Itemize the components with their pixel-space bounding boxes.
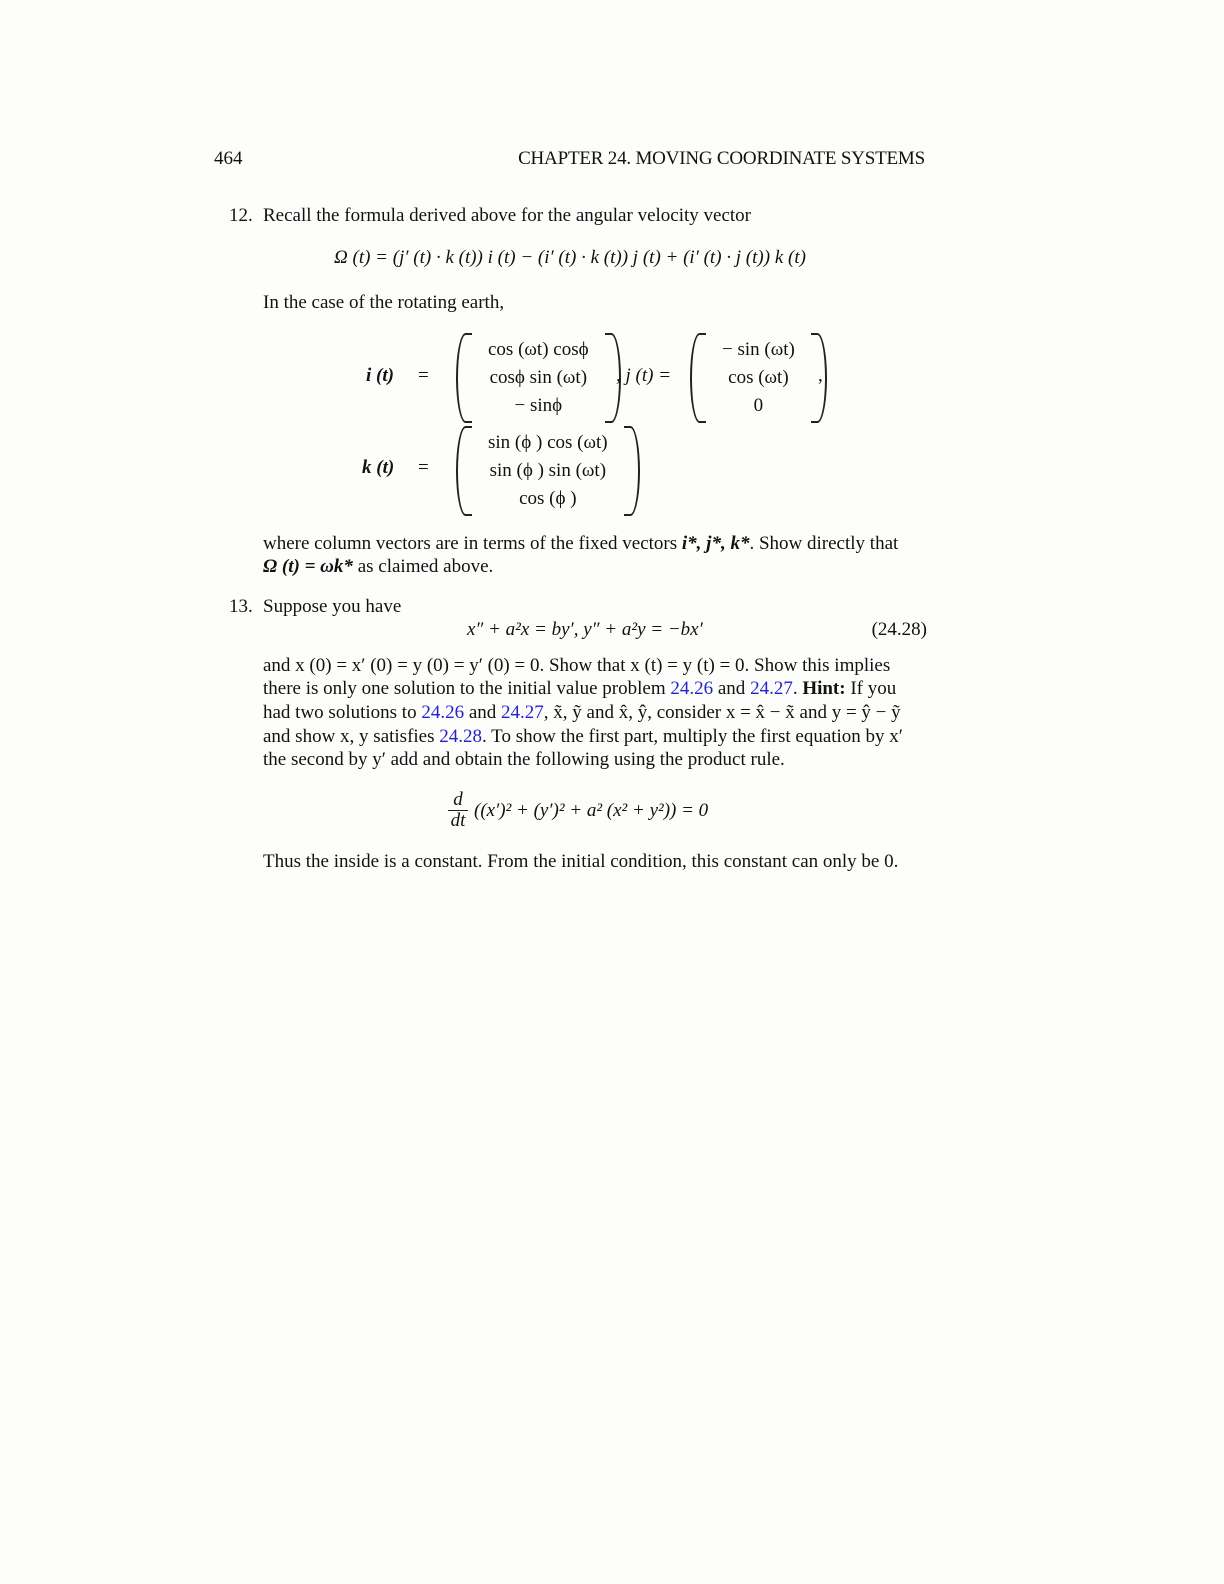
text: and [468, 702, 497, 723]
ref-24-26[interactable]: 24.26 [670, 678, 714, 699]
fixed-vectors-line [263, 532, 898, 556]
trailing-comma: , [818, 365, 823, 386]
left-paren [690, 333, 706, 423]
chapter-title: CHAPTER 24. MOVING COORDINATE SYSTEMS [518, 148, 925, 169]
text: , x̃, ỹ and x̂, ŷ, consider x = x̂ − x̃ and y = ŷ − ỹ [543, 702, 901, 723]
deriv-denominator: dt [450, 810, 466, 831]
ref-24-27[interactable]: 24.27 [501, 702, 544, 723]
j-vector-row: − sin (ωt) [722, 339, 795, 360]
uniqueness-line: there is only one solution to the initial value problem 24.26 and 24.27. Hint: If you [263, 678, 897, 699]
hint-label: Hint: [802, 678, 846, 699]
k-vector-row: cos (ϕ ) [519, 488, 577, 509]
satisfies-line [263, 725, 903, 749]
k-label: k (t) [362, 457, 395, 478]
two-solutions-line [263, 701, 901, 725]
left-paren [456, 333, 472, 423]
problem-12-number: 12. [229, 205, 253, 226]
i-vector-row: − sinϕ [514, 395, 563, 416]
omega-claim: Ω (t) = ωk* [263, 556, 353, 577]
right-paren [624, 426, 640, 516]
fixed-vectors: i*, j*, k* [681, 533, 750, 554]
k-vector [456, 426, 640, 516]
i-equals: = [418, 365, 429, 386]
problem-13-number: 13. [229, 596, 253, 617]
j-vector-row: cos (ωt) [728, 367, 789, 388]
left-paren [456, 426, 472, 516]
j-vector-row: 0 [753, 395, 764, 416]
omega-formula: Ω (t) = (j′ (t) · k (t)) i (t) − (i′ (t) · k (t)) j (t) + (i′ (t) · j (t)) k (t) [334, 247, 806, 268]
ref-24-26[interactable]: 24.26 [421, 702, 465, 723]
i-vector [456, 333, 621, 423]
k-vector-row: sin (ϕ ) cos (ωt) [488, 432, 608, 453]
page-number: 464 [214, 148, 243, 169]
problem-13-intro: Suppose you have [263, 596, 402, 617]
derivative-expression: ((x′)² + (y′)² + a² (x² + y²)) = 0 [474, 799, 709, 821]
text: . To show the first part, multiply the first equation by x′ [482, 726, 903, 747]
product-rule-line: the second by y′ add and obtain the following using the product rule. [263, 749, 785, 770]
k-equals: = [418, 457, 429, 478]
equation-number: (24.28) [871, 619, 927, 640]
ref-24-28[interactable]: 24.28 [439, 726, 483, 747]
i-vector-row: cosϕ sin (ωt) [489, 367, 588, 388]
deriv-numerator: d [453, 789, 463, 810]
ode-system: x″ + a²x = by′, y″ + a²y = −bx′ [467, 619, 703, 640]
text: there is only one solution to the initial value problem [263, 678, 666, 699]
i-label: i (t) [366, 365, 394, 386]
text: . Show directly that [749, 533, 899, 554]
conclusion-line: Thus the inside is a constant. From the initial condition, this constant can only be 0. [263, 851, 899, 872]
k-vector-row: sin (ϕ ) sin (ωt) [489, 460, 607, 481]
derivative-equation [448, 790, 708, 831]
initial-conditions-line: and x (0) = x′ (0) = y (0) = y′ (0) = 0. Show that x (t) = y (t) = 0. Show this implies [263, 655, 891, 676]
j-vector [690, 333, 827, 423]
text: and [717, 678, 746, 699]
text: and show x, y satisfies [263, 726, 435, 747]
i-vector-row: cos (ωt) cosϕ [488, 339, 589, 360]
problem-12-intro: Recall the formula derived above for the angular velocity vector [263, 205, 751, 226]
text: had two solutions to [263, 702, 417, 723]
j-label: , j (t) = [616, 365, 672, 386]
text: where column vectors are in terms of the fixed vectors [263, 533, 678, 554]
ref-24-27[interactable]: 24.27 [750, 678, 793, 699]
text: as claimed above. [357, 556, 494, 577]
derivative-fraction [448, 790, 468, 831]
claim-line [263, 555, 493, 579]
text: If you [850, 678, 897, 699]
rotating-earth-text: In the case of the rotating earth, [263, 292, 505, 313]
